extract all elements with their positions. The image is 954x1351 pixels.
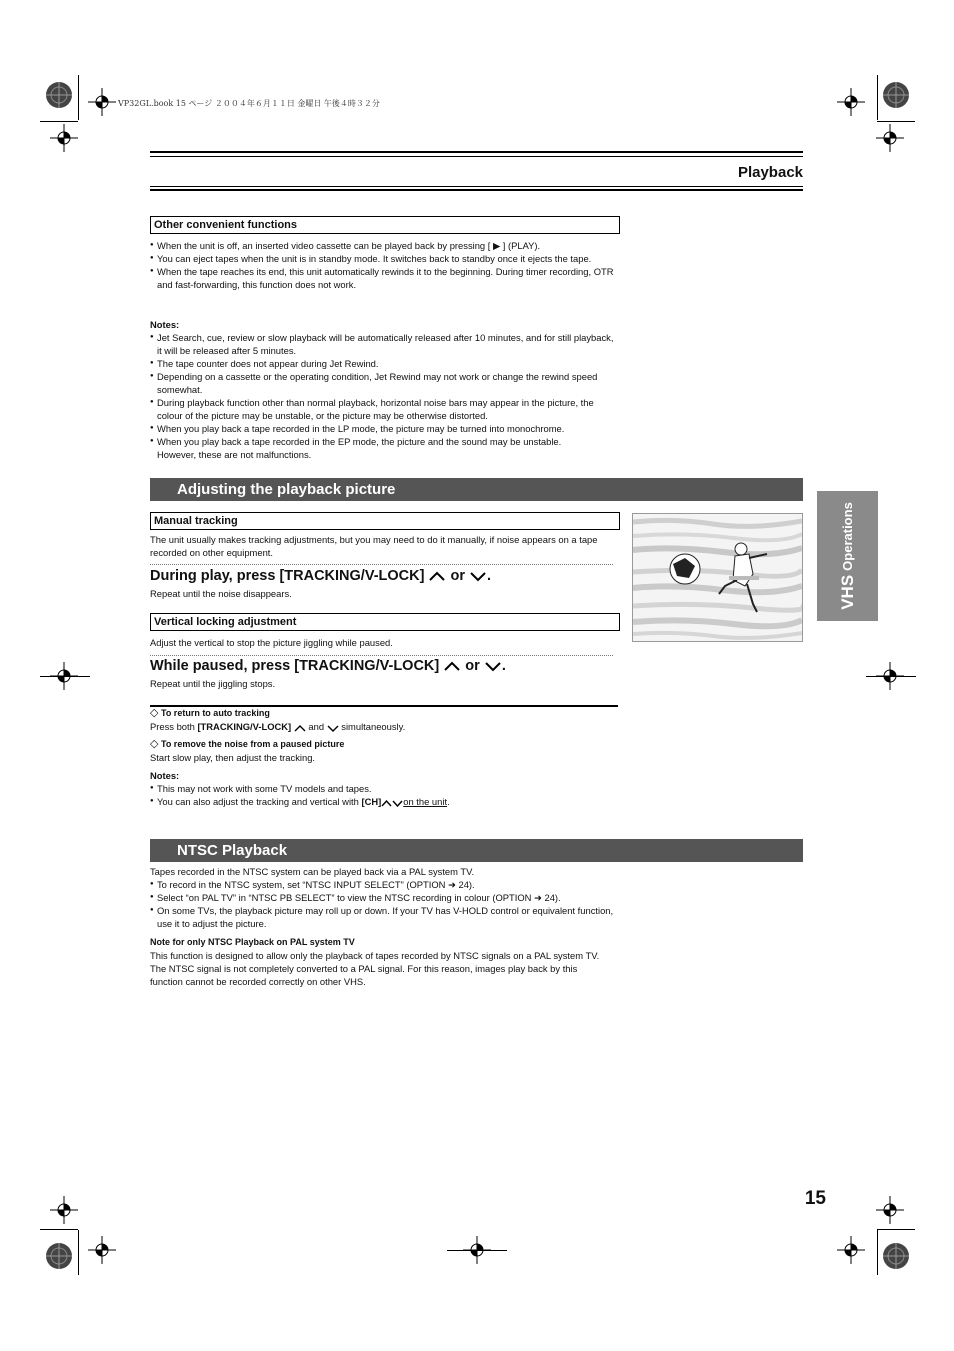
remove-noise-title-text: To remove the noise from a paused picture [160, 739, 345, 749]
chevron-down-icon [484, 660, 502, 672]
crosshair-mark-bottom-left-outer [50, 1196, 78, 1229]
list-item: ● Select “on PAL TV” in “NTSC PB SELECT” to view the NTSC recording in colour (OPTION ➜ 24). [150, 891, 620, 904]
crosshair-mark-mid-left [50, 662, 78, 695]
registration-mark-bottom-left [44, 1241, 74, 1276]
auto-tracking-title [150, 707, 620, 720]
side-tab-main: VHS [837, 574, 857, 610]
diamond-icon: ◇ [150, 738, 159, 750]
step-or: or [465, 658, 480, 674]
chevron-down-icon [392, 799, 403, 807]
notes-title: Notes: [150, 319, 180, 330]
auto-tracking-block [150, 707, 620, 808]
list-item: ● This may not work with some TV models and tapes. [150, 782, 620, 795]
other-functions-notes [150, 318, 620, 461]
adjusting-section-title: Adjusting the playback picture [150, 478, 803, 501]
remove-noise-title [150, 738, 620, 751]
list-item: ● To record in the NTSC system, set “NTSC INPUT SELECT” (OPTION ➜ 24). [150, 878, 620, 891]
registration-mark-top-right [881, 80, 911, 115]
auto-tracking-title-text: To return to auto tracking [160, 708, 270, 718]
step-label: While paused, press [TRACKING/V-LOCK] [150, 658, 440, 674]
side-tab-sub: Operations [840, 502, 855, 571]
diamond-icon: ◇ [150, 707, 159, 719]
crosshair-mark-bottom-center [463, 1236, 491, 1269]
step-during-play-sub: Repeat until the noise disappears. [150, 588, 292, 599]
list-item: ● When you play back a tape recorded in the EP mode, the picture and the sound may be unstable. [150, 435, 620, 448]
ntsc-note-title: Note for only NTSC Playback on PAL system TV [150, 937, 355, 947]
divider [150, 564, 613, 565]
notes-footer: However, these are not malfunctions. [157, 449, 312, 460]
chevron-up-icon [381, 799, 392, 807]
divider [150, 655, 613, 656]
crosshair-mark-mid-right [876, 662, 904, 695]
manual-tracking-heading: Manual tracking [150, 512, 620, 530]
side-tab-vhs-operations [817, 491, 878, 621]
ntsc-intro: Tapes recorded in the NTSC system can be played back via a PAL system TV. [150, 866, 475, 877]
registration-mark-bottom-right [881, 1241, 911, 1276]
notes-title: Notes: [150, 770, 180, 781]
chevron-up-icon [294, 724, 306, 732]
list-item: ● When you play back a tape recorded in the LP mode, the picture may be turned into monochrome. [150, 422, 620, 435]
other-functions-heading: Other convenient functions [150, 216, 620, 234]
header-rule-top [150, 151, 803, 153]
manual-tracking-text: The unit usually makes tracking adjustments, but you may need to do it manually, if noise appears on a tape recorded on other equipment. [150, 534, 598, 558]
list-item: ● During playback function other than normal playback, horizontal noise bars may appear in the picture, the colour of the picture may be unstable, or the picture may be otherwise distorted. [150, 396, 620, 422]
chevron-up-icon [443, 660, 461, 672]
list-item: ● You can eject tapes when the unit is in standby mode. It switches back to standby once it ejects the tape. [150, 252, 620, 265]
step-while-paused [150, 658, 506, 674]
list-item: ● When the unit is off, an inserted video cassette can be played back by pressing [ ▶ ] (PLAY). [150, 239, 620, 252]
remove-noise-text: Start slow play, then adjust the tracking. [150, 752, 316, 763]
crosshair-mark-top-left [88, 88, 116, 121]
print-info: VP32GL.book 15 ページ ２００４年６月１１日 金曜日 午後４時３２分 [118, 99, 380, 108]
step-while-paused-sub: Repeat until the jiggling stops. [150, 678, 276, 689]
ntsc-note-text: This function is designed to allow only the playback of tapes recorded by NTSC signals on a PAL system TV. The NTSC signal is not completely converted to a PAL signal. For this reason, images play back by this function cannot be recorded correctly on other VHS. [150, 950, 600, 987]
list-item: ● You can also adjust the tracking and vertical with [CH] on the unit. [150, 795, 620, 808]
chevron-down-icon [327, 724, 339, 732]
ntsc-content [150, 865, 620, 988]
header-rule-thin [150, 156, 803, 157]
header-rule-bottom [150, 186, 803, 187]
list-item: ● On some TVs, the playback picture may roll up or down. If your TV has V-HOLD control or equivalent function, use it to adjust the picture. [150, 904, 620, 930]
crosshair-mark-top-right [837, 88, 865, 121]
chevron-down-icon [469, 570, 487, 582]
list-item: ● Jet Search, cue, review or slow playback will be automatically released after 10 minutes, and for still playback, it will be released after 5 minutes. [150, 331, 620, 357]
vertical-locking-heading: Vertical locking adjustment [150, 613, 620, 631]
list-item: ● Depending on a cassette or the operating condition, Jet Rewind may not work or change the rewind speed somewhat. [150, 370, 620, 396]
crosshair-mark-bottom-right-outer [876, 1196, 904, 1229]
section-title: Playback [737, 164, 803, 181]
step-end: . [501, 658, 506, 674]
chevron-up-icon [428, 570, 446, 582]
registration-mark-top-left [44, 80, 74, 115]
ntsc-section-title: NTSC Playback [150, 839, 803, 862]
crosshair-mark-bottom-right [837, 1236, 865, 1269]
step-during-play [150, 568, 491, 584]
noisy-picture-illustration [632, 513, 803, 642]
other-functions-list [150, 239, 620, 291]
step-label: During play, press [TRACKING/V-LOCK] [150, 568, 425, 584]
list-item: ● The tape counter does not appear during Jet Rewind. [150, 357, 620, 370]
page-number: 15 [804, 1188, 826, 1209]
step-end: . [487, 568, 492, 584]
step-or: or [450, 568, 466, 584]
vertical-locking-text: Adjust the vertical to stop the picture jiggling while paused. [150, 637, 393, 648]
header-rule-bottom-thick [150, 189, 803, 191]
list-item: ● When the tape reaches its end, this unit automatically rewinds it to the beginning. During timer recording, OTR and fast-forwarding, this function does not work. [150, 265, 620, 291]
crosshair-mark-top-left-outer [50, 124, 78, 157]
auto-tracking-text: Press both [TRACKING/V-LOCK] and simultaneously. [150, 721, 406, 732]
crosshair-mark-bottom-left [88, 1236, 116, 1269]
crosshair-mark-top-right-outer [876, 124, 904, 157]
